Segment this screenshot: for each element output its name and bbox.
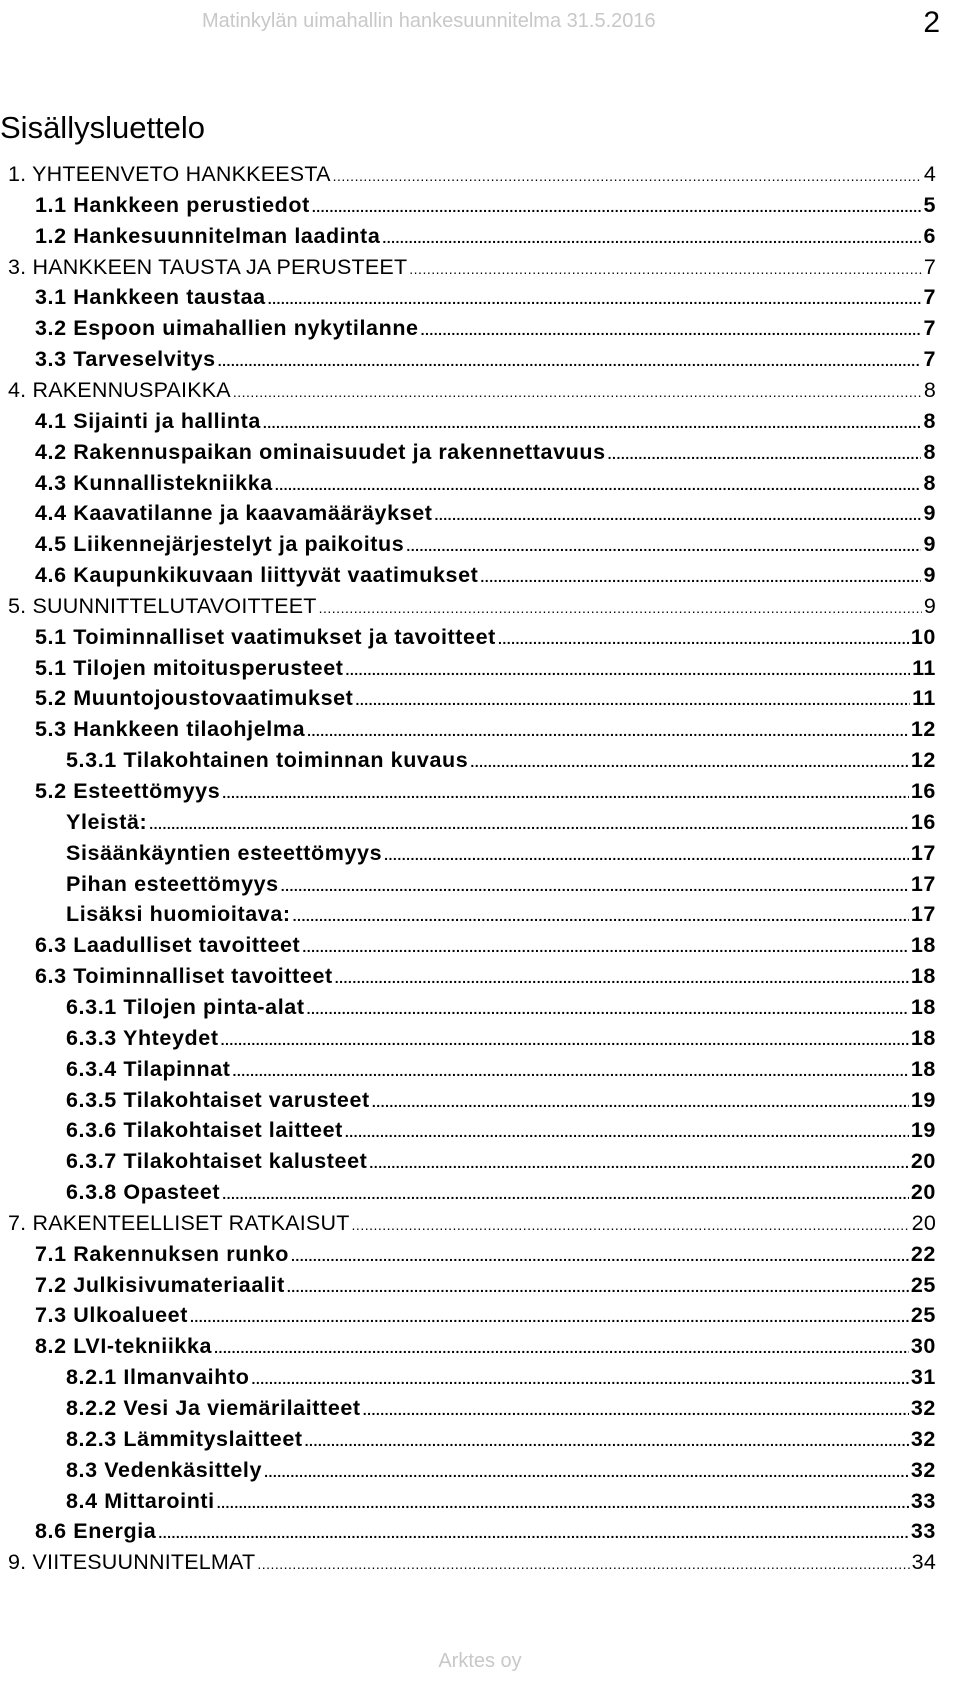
toc-entry-label: 7.3 Ulkoalueet (35, 1303, 188, 1328)
toc-leader-dots (305, 1433, 909, 1449)
toc-entry-page: 18 (910, 994, 936, 1019)
toc-leader-dots (257, 1556, 909, 1572)
toc-entry[interactable] (66, 902, 936, 932)
toc-leader-dots (302, 939, 909, 955)
toc-entry[interactable] (35, 1519, 936, 1549)
toc-entry[interactable] (35, 686, 936, 716)
toc-leader-dots (319, 600, 922, 616)
toc-entry-label: 8.6 Energia (35, 1519, 157, 1544)
toc-entry[interactable] (8, 162, 936, 192)
toc-entry-label: Lisäksi huomioitava: (66, 902, 291, 927)
toc-leader-dots (307, 723, 909, 739)
toc-entry-page: 9 (923, 563, 936, 588)
toc-leader-dots (335, 970, 909, 986)
toc-entry[interactable] (8, 594, 936, 624)
toc-entry-label: 3.2 Espoon uimahallien nykytilanne (35, 316, 419, 341)
toc-entry-label: 1.1 Hankkeen perustiedot (35, 192, 310, 217)
toc-entry[interactable] (35, 347, 936, 377)
toc-entry-label: 8.2.2 Vesi Ja viemärilaitteet (66, 1396, 361, 1420)
toc-leader-dots (312, 199, 922, 215)
toc-entry-page: 31 (910, 1365, 936, 1390)
toc-leader-dots (384, 847, 909, 863)
toc-entry-page: 4 (923, 162, 936, 186)
toc-entry[interactable] (66, 1118, 936, 1148)
toc-entry[interactable] (8, 255, 936, 285)
toc-entry[interactable] (35, 1303, 936, 1333)
toc-leader-dots (382, 230, 921, 246)
toc-entry[interactable] (35, 285, 936, 315)
toc-entry[interactable] (35, 717, 936, 747)
toc-entry-label: 1.2 Hankesuunnitelman laadinta (35, 223, 381, 248)
toc-leader-dots (264, 1464, 909, 1480)
toc-entry-label: 5.2 Muuntojoustovaatimukset (35, 686, 354, 711)
toc-entry[interactable] (66, 1489, 936, 1519)
toc-entry[interactable] (35, 625, 936, 655)
toc-leader-dots (221, 1032, 909, 1048)
toc-leader-dots (421, 322, 922, 338)
toc-entry[interactable] (35, 471, 936, 501)
toc-leader-dots (372, 1094, 909, 1110)
toc-entry-label: 3.1 Hankkeen taustaa (35, 285, 266, 310)
toc-entry[interactable] (66, 1365, 936, 1395)
toc-entry-page: 30 (910, 1334, 936, 1359)
toc-entry-page: 16 (910, 809, 936, 834)
toc-entry-label: 8.4 Mittarointi (66, 1488, 215, 1513)
toc-entry-page: 18 (910, 1056, 936, 1081)
toc-entry-page: 18 (910, 1025, 936, 1050)
toc-leader-dots (498, 631, 909, 647)
toc-entry-page: 7 (923, 316, 936, 341)
toc-leader-dots (275, 477, 922, 493)
toc-entry-page: 7 (923, 285, 936, 310)
toc-entry[interactable] (35, 563, 936, 593)
toc-entry-label: 4.2 Rakennuspaikan ominaisuudet ja rakennettavuus (35, 439, 606, 464)
toc-leader-dots (307, 1001, 909, 1017)
toc-entry-label: 8.2 LVI-tekniikka (35, 1334, 213, 1359)
toc-entry-page: 25 (910, 1303, 936, 1328)
toc-entry[interactable] (8, 1550, 936, 1580)
footer-company: Arktes oy (438, 1650, 522, 1672)
toc-entry-label: Sisäänkäyntien esteettömyys (66, 840, 383, 865)
toc-leader-dots (268, 291, 922, 307)
toc-entry[interactable] (35, 532, 936, 562)
toc-entry-label: 6.3.7 Tilakohtaiset kalusteet (66, 1149, 368, 1174)
toc-leader-dots (149, 816, 909, 832)
toc-leader-dots (369, 1155, 908, 1171)
toc-entry[interactable] (66, 1458, 936, 1488)
toc-leader-dots (406, 538, 921, 554)
toc-entry[interactable] (66, 872, 936, 902)
toc-entry-label: 6.3.4 Tilapinnat (66, 1056, 231, 1081)
toc-entry[interactable] (35, 1242, 936, 1272)
toc-entry-label: 5.3 Hankkeen tilaohjelma (35, 717, 306, 742)
toc-entry-page: 16 (910, 779, 936, 803)
toc-entry-label: 4.3 Kunnallistekniikka (35, 470, 273, 495)
toc-entry-page: 17 (910, 871, 936, 896)
toc-entry-page: 12 (910, 717, 936, 742)
toc-entry-page: 9 (923, 501, 936, 526)
toc-entry-page: 32 (910, 1426, 936, 1451)
toc-entry-page: 12 (910, 748, 936, 773)
toc-entry-label: 6.3.5 Tilakohtaiset varusteet (66, 1087, 370, 1112)
toc-entry-page: 8 (923, 408, 936, 433)
toc-entry-page: 22 (910, 1241, 936, 1266)
toc-entry[interactable] (35, 933, 936, 963)
toc-entry-page: 11 (912, 686, 936, 711)
toc-entry-page: 5 (923, 192, 936, 217)
toc-leader-dots (287, 1279, 909, 1295)
toc-entry[interactable] (8, 378, 936, 408)
toc-entry-page: 33 (910, 1519, 936, 1544)
toc-entry-label: 5.1 Tilojen mitoitusperusteet (35, 655, 344, 680)
toc-leader-dots (355, 692, 910, 708)
toc-leader-dots (346, 662, 911, 678)
toc-entry[interactable] (66, 810, 936, 840)
toc-leader-dots (222, 1186, 909, 1202)
toc-entry-page: 8 (923, 377, 936, 402)
toc-entry-page: 7 (923, 347, 936, 372)
page-header (0, 6, 960, 42)
toc-entry-label: 5.1 Toiminnalliset vaatimukset ja tavoitteet (35, 624, 496, 649)
toc-entry-label: 7. RAKENTEELLISET RATKAISUT (8, 1210, 350, 1235)
toc-entry[interactable] (66, 748, 936, 778)
toc-entry[interactable] (35, 964, 936, 994)
toc-entry[interactable] (66, 1180, 936, 1210)
toc-entry-page: 9 (923, 593, 936, 618)
toc-leader-dots (608, 446, 922, 462)
toc-entry[interactable] (35, 656, 936, 686)
toc-entry[interactable] (8, 1211, 936, 1241)
toc-entry-label: 9. VIITESUUNNITELMAT (8, 1550, 256, 1575)
document-title: Matinkylän uimahallin hankesuunnitelma 31.5.2016 (202, 10, 656, 32)
toc-entry-label: 6.3.6 Tilakohtaiset laitteet (66, 1118, 343, 1143)
toc-leader-dots (281, 878, 909, 894)
toc-entry-page: 33 (910, 1488, 936, 1513)
toc-entry-label: 8.2.1 Ilmanvaihto (66, 1365, 250, 1390)
toc-leader-dots (190, 1309, 909, 1325)
toc-entry-page: 25 (910, 1272, 936, 1297)
toc-entry-label: 6.3 Laadulliset tavoitteet (35, 933, 301, 958)
toc-leader-dots (363, 1402, 909, 1418)
toc-entry-page: 17 (910, 902, 936, 927)
toc-entry-label: Pihan esteettömyys (66, 871, 279, 896)
toc-entry-page: 32 (910, 1396, 936, 1420)
toc-entry-page: 20 (910, 1180, 936, 1205)
toc-entry[interactable] (66, 1026, 936, 1056)
toc-leader-dots (251, 1371, 908, 1387)
toc-entry-label: 6.3.3 Yhteydet (66, 1025, 219, 1050)
toc-entry[interactable] (66, 995, 936, 1025)
toc-leader-dots (291, 1248, 909, 1264)
toc-entry[interactable] (66, 1057, 936, 1087)
toc-entry-page: 19 (910, 1087, 936, 1112)
toc-entry-label: 6.3.1 Tilojen pinta-alat (66, 994, 305, 1019)
toc-entry-page: 10 (910, 624, 936, 649)
toc-leader-dots (470, 754, 909, 770)
toc-entry[interactable] (35, 193, 936, 223)
toc-entry-label: 4.1 Sijainti ja hallinta (35, 408, 261, 433)
toc-heading: Sisällysluettelo (0, 110, 206, 145)
toc-leader-dots (218, 353, 922, 369)
toc-entry[interactable] (66, 1149, 936, 1179)
toc-entry-page: 8 (923, 470, 936, 495)
toc-entry-label: 1. YHTEENVETO HANKKEESTA (8, 162, 331, 186)
toc-entry-page: 9 (923, 532, 936, 557)
toc-entry-label: 8.3 Vedenkäsittely (66, 1457, 263, 1482)
toc-entry-page: 8 (923, 439, 936, 464)
toc-entry-page: 18 (910, 933, 936, 958)
toc-entry-page: 32 (910, 1457, 936, 1482)
toc-entry-label: 7.2 Julkisivumateriaalit (35, 1272, 285, 1297)
toc-leader-dots (158, 1525, 909, 1541)
toc-leader-dots (233, 1063, 909, 1079)
toc-leader-dots (222, 785, 909, 801)
toc-leader-dots (214, 1340, 909, 1356)
toc-entry-page: 18 (910, 964, 936, 989)
toc-entry[interactable] (66, 1088, 936, 1118)
toc-entry[interactable] (35, 501, 936, 531)
toc-leader-dots (480, 569, 921, 585)
toc-entry-label: 3.3 Tarveselvitys (35, 347, 216, 372)
toc-entry-label: 5. SUUNNITTELUTAVOITTEET (8, 593, 317, 618)
toc-entry-page: 11 (912, 655, 936, 680)
toc-leader-dots (333, 168, 922, 184)
toc-entry-label: 4. RAKENNUSPAIKKA (8, 377, 231, 402)
toc-entry-label: 5.2 Esteettömyys (35, 779, 221, 803)
toc-leader-dots (409, 261, 922, 277)
toc-entry-label: 7.1 Rakennuksen runko (35, 1241, 289, 1266)
toc-entry-page: 20 (911, 1210, 936, 1235)
toc-entry-label: 6.3 Toiminnalliset tavoitteet (35, 964, 333, 989)
toc-entry-page: 20 (910, 1149, 936, 1174)
toc-entry[interactable] (66, 1427, 936, 1457)
toc-entry-page: 17 (910, 840, 936, 865)
toc-entry-label: 4.6 Kaupunkikuvaan liittyvät vaatimukset (35, 563, 479, 588)
toc-entry[interactable] (35, 1334, 936, 1364)
toc-entry-page: 19 (910, 1118, 936, 1143)
toc-entry[interactable] (35, 409, 936, 439)
toc-leader-dots (293, 908, 909, 924)
toc-leader-dots (217, 1495, 909, 1511)
toc-entry-page: 7 (923, 254, 936, 279)
toc-leader-dots (345, 1124, 909, 1140)
toc-entry[interactable] (35, 316, 936, 346)
toc-entry[interactable] (35, 779, 936, 809)
toc-entry-page: 34 (911, 1550, 936, 1575)
page-number: 2 (923, 6, 940, 39)
toc-leader-dots (435, 507, 922, 523)
toc-entry-label: 4.4 Kaavatilanne ja kaavamääräykset (35, 501, 433, 526)
toc-entry[interactable] (66, 841, 936, 871)
toc-entry[interactable] (66, 1396, 936, 1426)
toc-entry-page: 6 (923, 223, 936, 248)
toc-entry-label: 5.3.1 Tilakohtainen toiminnan kuvaus (66, 748, 469, 773)
toc-leader-dots (233, 384, 922, 400)
toc-entry-label: 4.5 Liikennejärjestelyt ja paikoitus (35, 532, 405, 557)
toc-leader-dots (263, 415, 922, 431)
toc-entry[interactable] (35, 1273, 936, 1303)
toc-entry[interactable] (35, 224, 936, 254)
toc-entry[interactable] (35, 440, 936, 470)
toc-entry-label: 8.2.3 Lämmityslaitteet (66, 1426, 303, 1451)
toc-leader-dots (352, 1217, 910, 1233)
toc-entry-label: Yleistä: (66, 809, 148, 834)
toc-entry-label: 3. HANKKEEN TAUSTA JA PERUSTEET (8, 254, 408, 279)
toc-entry-label: 6.3.8 Opasteet (66, 1180, 221, 1205)
